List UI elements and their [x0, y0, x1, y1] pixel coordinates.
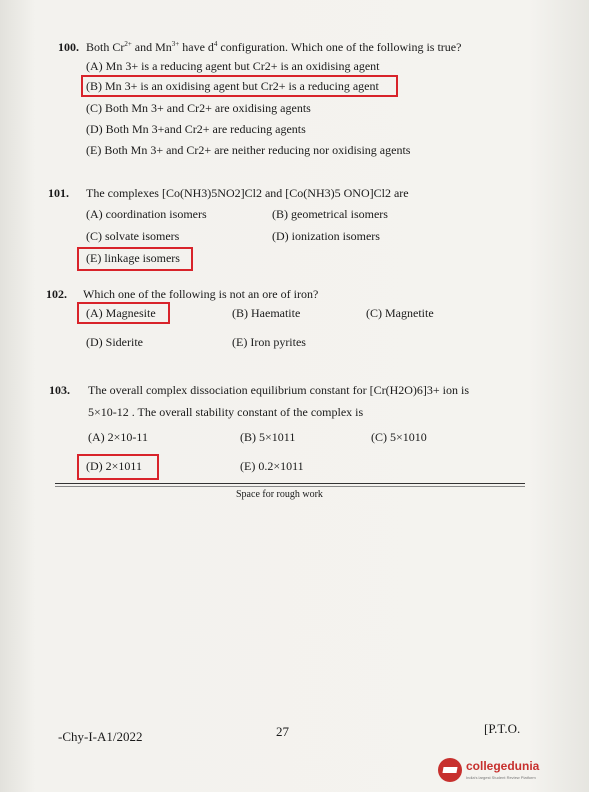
- question-103-number: 103.: [49, 383, 70, 397]
- logo-name: collegedunia: [466, 759, 540, 773]
- q101-option-b: (B) geometrical isomers: [272, 207, 388, 221]
- q103-option-e: (E) 0.2×1011: [240, 459, 304, 473]
- q103-option-b: (B) 5×1011: [240, 430, 296, 444]
- q100-option-e: (E) Both Mn 3+ and Cr2+ are neither reducing nor oxidising agents: [86, 143, 411, 157]
- q102-option-a: (A) Magnesite: [86, 306, 156, 320]
- q103-option-c: (C) 5×1010: [371, 430, 427, 444]
- question-101-stem: The complexes [Co(NH3)5NO2]Cl2 and [Co(NH3)5 ONO]Cl2 are: [86, 186, 409, 200]
- graduation-cap-icon: [438, 758, 462, 782]
- q102-option-c: (C) Magnetite: [366, 306, 434, 320]
- q100-option-d: (D) Both Mn 3+and Cr2+ are reducing agents: [86, 122, 306, 136]
- question-101-number: 101.: [48, 186, 69, 200]
- pto-label: [P.T.O.: [484, 721, 521, 736]
- q102-option-d: (D) Siderite: [86, 335, 143, 349]
- q100-option-b: (B) Mn 3+ is an oxidising agent but Cr2+ is a reducing agent: [86, 79, 379, 93]
- q100-option-c: (C) Both Mn 3+ and Cr2+ are oxidising agents: [86, 101, 311, 115]
- q101-option-d: (D) ionization isomers: [272, 229, 380, 243]
- question-100-number: 100.: [58, 40, 79, 54]
- rough-work-label: Space for rough work: [236, 489, 323, 500]
- q100-option-a: (A) Mn 3+ is a reducing agent but Cr2+ is an oxidising agent: [86, 59, 380, 73]
- q103-option-a: (A) 2×10-11: [88, 430, 148, 444]
- question-100-stem: Both $Cr^{2+}$ and $Mn^{3+}$ have $d^4$ configuration. Which one of the following is true?: [86, 40, 462, 54]
- page-number: 27: [276, 724, 289, 739]
- paper-code: -Chy-I-A1/2022: [58, 729, 143, 744]
- q102-option-b: (B) Haematite: [232, 306, 301, 320]
- q101-option-a: (A) coordination isomers: [86, 207, 207, 221]
- q102-option-e: (E) Iron pyrites: [232, 335, 306, 349]
- q101-option-c: (C) solvate isomers: [86, 229, 180, 243]
- question-102-number: 102.: [46, 287, 67, 301]
- question-103-stem-line2: 5×10-12 . The overall stability constant of the complex is: [88, 405, 364, 419]
- q101-option-e: (E) linkage isomers: [86, 251, 180, 265]
- divider-line: [55, 483, 525, 484]
- q103-option-d: (D) 2×1011: [86, 459, 142, 473]
- collegedunia-logo: [438, 756, 588, 786]
- logo-tagline: India's largest Student Review Platform: [466, 775, 536, 780]
- divider-line: [55, 486, 525, 487]
- question-102-stem: Which one of the following is not an ore of iron?: [83, 287, 319, 301]
- question-103-stem-line1: The overall complex dissociation equilibrium constant for [Cr(H2O)6]3+ ion is: [88, 383, 470, 397]
